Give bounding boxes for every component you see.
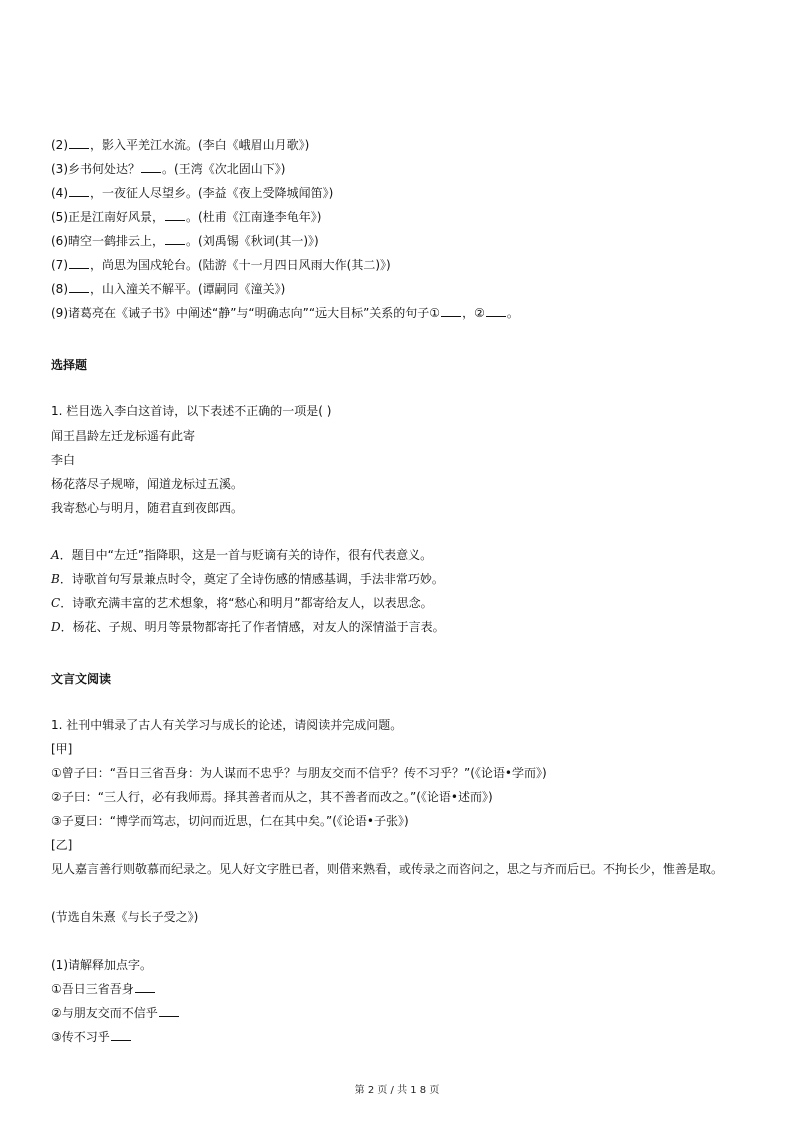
poetry-item-9: (9)诸葛亮在《诫子书》中阐述“静”与“明确志向”“远大目标”关系的句子① ，② 。 — [51, 306, 519, 320]
answer-blank — [165, 233, 185, 245]
answer-blank — [69, 137, 89, 149]
passage-yi-source: (节选自朱熹《与长子受之》) — [51, 910, 199, 924]
answer-blank — [69, 257, 89, 269]
section-title-classical: 文言文阅读 — [51, 672, 112, 686]
passage-label-jia: [甲] — [51, 742, 73, 756]
section-title-choice: 选择题 — [51, 358, 88, 372]
poetry-item-2: (2) ，影入平羌江水流。(李白《峨眉山月歌》) — [51, 138, 310, 152]
poetry-item-4: (4) ，一夜征人尽望乡。(李益《夜上受降城闻笛》) — [51, 186, 334, 200]
answer-blank — [111, 1029, 131, 1041]
classical-question: 1. 社刊中辑录了古人有关学习与成长的论述，请阅读并完成问题。 — [51, 718, 403, 732]
poem-author: 李白 — [51, 453, 76, 467]
answer-blank — [165, 209, 185, 221]
choice-option-a: A．题目中“左迁”指降职，这是一首与贬谪有关的诗作，很有代表意义。 — [51, 548, 433, 562]
answer-blank — [159, 1005, 179, 1017]
passage-yi-text: 见人嘉言善行则敬慕而纪录之。见人好文字胜已者，则借来熟看，或传录之而咨问之，思之与齐而后已。不拘长少，惟善是取。 — [51, 862, 724, 876]
poem-line: 杨花落尽子规啼，闻道龙标过五溪。 — [51, 477, 244, 491]
poem-title: 闻王昌龄左迁龙标遥有此寄 — [51, 429, 196, 443]
answer-blank — [69, 281, 89, 293]
poem-line: 我寄愁心与明月，随君直到夜郎西。 — [51, 501, 244, 515]
passage-jia-item: ①曾子曰：“吾日三省吾身：为人谋而不忠乎？与朋友交而不信乎？传不习乎？”(《论语•学而》) — [51, 766, 547, 780]
sub-item: ③传不习乎 — [51, 1029, 132, 1045]
passage-jia-item: ②子曰：“三人行，必有我师焉。择其善者而从之，其不善者而改之。”(《论语•述而》) — [51, 790, 493, 804]
poetry-item-6: (6)晴空一鹤排云上， 。(刘禹锡《秋词(其一)》) — [51, 234, 319, 248]
poetry-item-7: (7) ，尚思为国戍轮台。(陆游《十一月四日风雨大作(其二)》) — [51, 258, 391, 272]
answer-blank — [141, 161, 161, 173]
passage-label-yi: [乙] — [51, 838, 73, 852]
choice-option-b: B．诗歌首句写景兼点时令，奠定了全诗伤感的情感基调，手法非常巧妙。 — [51, 572, 444, 586]
choice-option-d: D．杨花、子规、明月等景物都寄托了作者情感，对友人的深情溢于言表。 — [51, 620, 445, 634]
sub-item: ①吾日三省吾身 — [51, 981, 156, 997]
answer-blank — [135, 981, 155, 993]
choice-question: 1. 栏目选入李白这首诗，以下表述不正确的一项是( ) — [51, 404, 332, 418]
poetry-item-3: (3)乡书何处达？ 。(王湾《次北固山下》) — [51, 162, 286, 176]
passage-jia-item: ③子夏曰：“博学而笃志，切问而近思，仁在其中矣。”(《论语•子张》) — [51, 814, 409, 828]
poetry-item-8: (8) ，山入潼关不解平。(谭嗣同《潼关》) — [51, 282, 286, 296]
sub-item: ②与朋友交而不信乎 — [51, 1005, 180, 1021]
sub-question: (1)请解释加点字。 — [51, 958, 152, 972]
answer-blank — [69, 185, 89, 197]
poetry-item-5: (5)正是江南好风景， 。(杜甫《江南逢李龟年》) — [51, 210, 322, 224]
choice-option-c: C．诗歌充满丰富的艺术想象，将“愁心和明月”都寄给友人，以表思念。 — [51, 596, 433, 610]
answer-blank — [486, 305, 506, 317]
page-footer: 第 2 页 / 共 1 8 页 — [354, 1085, 440, 1096]
answer-blank — [441, 305, 461, 317]
